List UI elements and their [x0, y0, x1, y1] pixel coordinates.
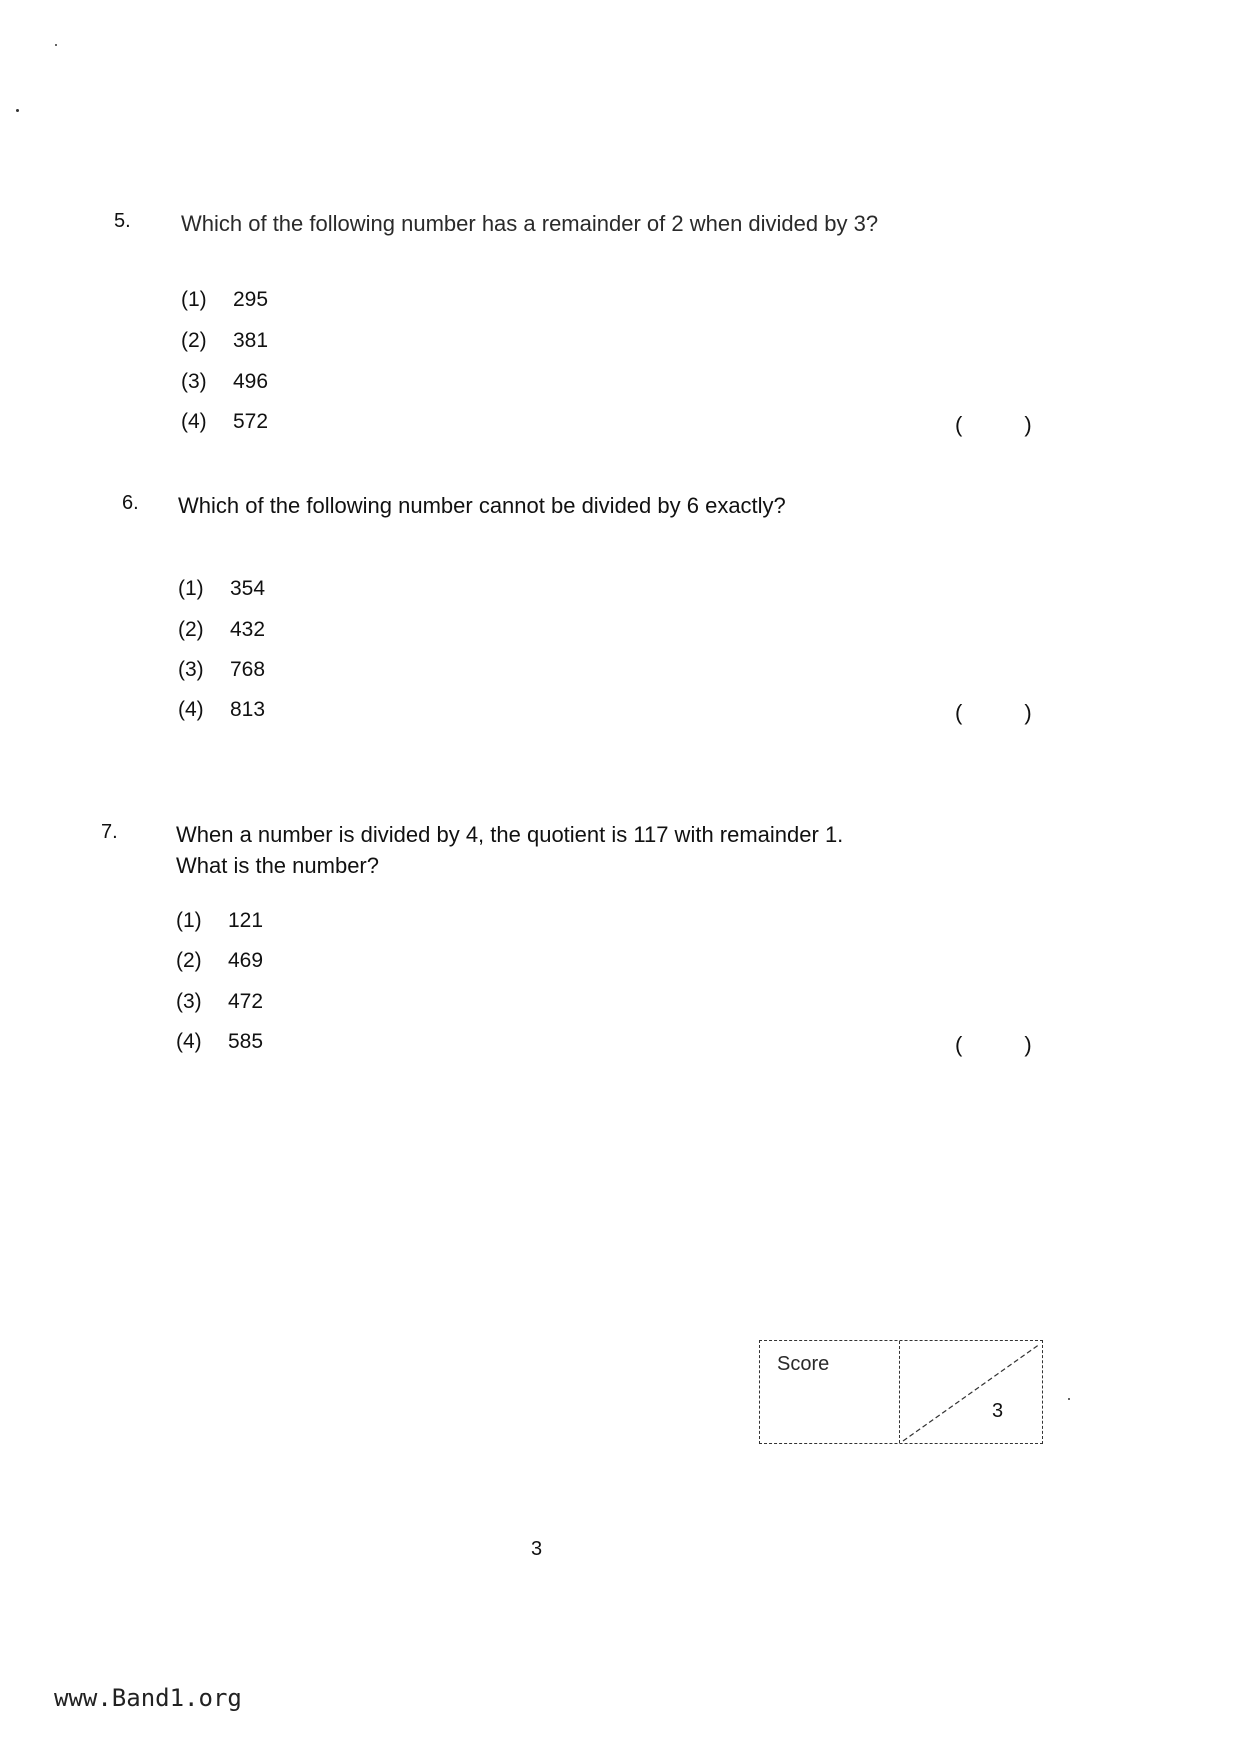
- answer-bracket[interactable]: [955, 412, 1032, 438]
- option-1[interactable]: [176, 909, 263, 933]
- option-2[interactable]: [176, 949, 263, 973]
- option-4[interactable]: [178, 698, 265, 722]
- option-label: (3): [178, 658, 204, 681]
- option-4[interactable]: [176, 1030, 263, 1054]
- scan-speck: [16, 109, 19, 112]
- bracket-open: (: [955, 1032, 963, 1057]
- option-2[interactable]: [178, 618, 265, 642]
- option-value: 295: [233, 288, 269, 311]
- question-text-line-2: What is the number?: [176, 853, 379, 878]
- option-value: 469: [228, 949, 264, 972]
- option-label: (2): [178, 618, 204, 641]
- bracket-close: ): [1024, 1032, 1032, 1057]
- option-value: 572: [233, 410, 269, 433]
- option-label: (2): [176, 949, 202, 972]
- option-1[interactable]: [178, 577, 265, 601]
- option-3[interactable]: [181, 370, 268, 394]
- option-2[interactable]: [181, 329, 268, 353]
- option-4[interactable]: [181, 410, 268, 434]
- question-text-line-1: When a number is divided by 4, the quotient is 117 with remainder 1.: [176, 822, 844, 847]
- score-box: [759, 1340, 1043, 1444]
- question-number: 6.: [122, 492, 139, 514]
- question-number: 5.: [114, 210, 131, 232]
- score-label: Score: [777, 1353, 830, 1375]
- option-value: 381: [233, 329, 269, 352]
- option-3[interactable]: [178, 658, 265, 682]
- option-3[interactable]: [176, 990, 263, 1014]
- page-number: 3: [531, 1538, 543, 1560]
- bracket-open: (: [955, 700, 963, 725]
- option-label: (4): [181, 410, 207, 433]
- bracket-close: ): [1024, 412, 1032, 437]
- footer-url[interactable]: www.Band1.org: [54, 1684, 242, 1712]
- option-value: 813: [230, 698, 266, 721]
- option-value: 121: [228, 909, 264, 932]
- scan-speck: [55, 44, 57, 46]
- question-number: 7.: [101, 821, 118, 843]
- option-label: (2): [181, 329, 207, 352]
- score-diagonal-line: [899, 1341, 1044, 1445]
- option-label: (4): [178, 698, 204, 721]
- option-label: (1): [176, 909, 202, 932]
- option-1[interactable]: [181, 288, 268, 312]
- option-label: (4): [176, 1030, 202, 1053]
- answer-bracket[interactable]: [955, 1032, 1032, 1058]
- bracket-open: (: [955, 412, 963, 437]
- score-max-marks: 3: [992, 1400, 1004, 1422]
- option-label: (3): [176, 990, 202, 1013]
- bracket-close: ): [1024, 700, 1032, 725]
- option-value: 496: [233, 370, 269, 393]
- option-label: (1): [178, 577, 204, 600]
- answer-bracket[interactable]: [955, 700, 1032, 726]
- option-value: 768: [230, 658, 266, 681]
- question-text: Which of the following number cannot be divided by 6 exactly?: [178, 493, 786, 518]
- option-value: 585: [228, 1030, 264, 1053]
- question-text: Which of the following number has a remainder of 2 when divided by 3?: [181, 211, 879, 236]
- option-label: (3): [181, 370, 207, 393]
- option-value: 354: [230, 577, 266, 600]
- scan-speck: [1068, 1398, 1070, 1400]
- option-value: 472: [228, 990, 264, 1013]
- option-value: 432: [230, 618, 266, 641]
- option-label: (1): [181, 288, 207, 311]
